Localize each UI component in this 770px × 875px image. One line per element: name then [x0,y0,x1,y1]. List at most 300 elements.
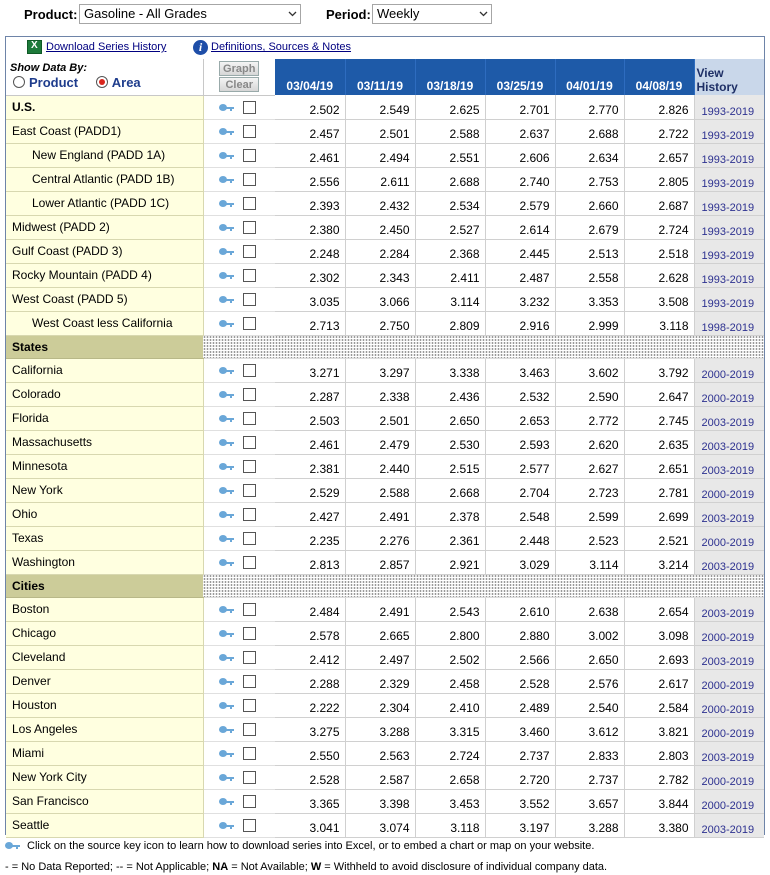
source-key-icon[interactable] [219,366,235,376]
price-cell: 2.484 [275,597,345,621]
price-cell: 2.660 [555,191,624,215]
row-checkbox[interactable] [243,245,256,258]
price-cell: 2.805 [624,167,694,191]
source-key-icon[interactable] [219,725,235,735]
source-key-icon[interactable] [219,534,235,544]
price-cell: 2.540 [555,693,624,717]
area-name: Boston [6,597,203,621]
source-key-icon[interactable] [219,605,235,615]
source-key-icon[interactable] [219,797,235,807]
date-header: 03/11/19 [345,59,415,95]
row-checkbox[interactable] [243,125,256,138]
table-row [6,287,764,311]
row-controls [203,119,275,143]
area-name: New York [6,478,203,502]
history-cell [694,693,764,717]
price-cell: 3.232 [485,287,555,311]
history-link[interactable]: 2003-2019 [701,655,755,668]
row-checkbox[interactable] [243,460,256,473]
table-row [6,167,764,191]
price-cell: 3.114 [555,550,624,574]
table-row [6,191,764,215]
price-cell: 3.098 [624,621,694,645]
download-series-history-link[interactable]: Download Series History [46,41,167,53]
row-controls [203,311,275,335]
price-cell: 2.638 [555,597,624,621]
price-cell: 2.304 [345,693,415,717]
price-cell: 3.460 [485,717,555,741]
area-name: Texas [6,526,203,550]
price-cell: 2.653 [485,406,555,430]
area-name: Seattle [6,813,203,837]
table-row [6,813,764,837]
history-cell [694,263,764,287]
price-cell: 2.620 [555,430,624,454]
history-cell [694,95,764,119]
source-key-icon[interactable] [219,319,235,329]
history-link[interactable]: 2000-2019 [701,727,755,740]
price-cell: 2.368 [415,239,485,263]
source-key-icon[interactable] [219,653,235,663]
legend-dash: - = No Data Reported; -- = Not Applicable; [5,861,210,873]
history-link[interactable]: 2003-2019 [701,464,755,477]
price-cell: 2.521 [624,526,694,550]
section-divider [203,335,764,358]
product-select[interactable] [79,4,301,24]
price-cell: 2.548 [485,502,555,526]
price-cell: 2.461 [275,143,345,167]
price-cell: 3.297 [345,358,415,382]
history-cell [694,765,764,789]
table-row [6,550,764,574]
history-cell [694,621,764,645]
row-checkbox[interactable] [243,221,256,234]
row-checkbox[interactable] [243,101,256,114]
row-checkbox[interactable] [243,149,256,162]
price-cell: 2.921 [415,550,485,574]
price-cell: 2.361 [415,526,485,550]
history-link[interactable]: 2000-2019 [701,631,755,644]
price-cell: 3.353 [555,287,624,311]
area-name: Miami [6,741,203,765]
price-cell: 2.556 [275,167,345,191]
legend-w-key: W [310,861,322,873]
history-cell [694,502,764,526]
clear-button[interactable]: Clear [219,77,259,92]
area-name: Denver [6,669,203,693]
area-name: New England (PADD 1A) [6,143,203,167]
table-row [6,502,764,526]
price-cell: 2.737 [485,741,555,765]
source-key-icon[interactable] [219,701,235,711]
price-cell: 2.487 [485,263,555,287]
price-cell: 2.494 [345,143,415,167]
price-cell: 2.502 [415,645,485,669]
source-key-icon [5,841,21,851]
price-cell: 2.720 [485,765,555,789]
price-cell: 2.528 [275,765,345,789]
source-key-icon[interactable] [219,414,235,424]
history-link[interactable]: 1993-2019 [701,153,755,166]
price-cell: 2.457 [275,119,345,143]
price-cell: 2.458 [415,669,485,693]
product-radio[interactable] [13,76,25,88]
history-cell [694,717,764,741]
price-cell: 2.276 [345,526,415,550]
period-select[interactable] [372,4,492,24]
price-cell: 3.074 [345,813,415,837]
row-checkbox[interactable] [243,675,256,688]
date-header: 03/18/19 [415,59,485,95]
area-name: Florida [6,406,203,430]
row-checkbox[interactable] [243,699,256,712]
history-link[interactable]: 2000-2019 [701,368,755,381]
source-key-icon[interactable] [219,486,235,496]
price-cell: 2.610 [485,597,555,621]
price-cell: 2.803 [624,741,694,765]
history-cell [694,669,764,693]
price-cell: 2.724 [415,741,485,765]
price-cell: 2.587 [345,765,415,789]
row-checkbox[interactable] [243,173,256,186]
row-checkbox[interactable] [243,412,256,425]
history-link[interactable]: 2003-2019 [701,607,755,620]
history-cell [694,454,764,478]
price-cell: 2.750 [345,311,415,335]
row-checkbox[interactable] [243,293,256,306]
source-key-icon[interactable] [219,223,235,233]
date-header: 04/01/19 [555,59,624,95]
price-cell: 2.693 [624,645,694,669]
info-icon[interactable]: i [193,40,208,55]
graph-button[interactable]: Graph [219,61,259,76]
excel-icon[interactable] [27,40,42,54]
source-key-icon[interactable] [219,510,235,520]
price-cell: 3.029 [485,550,555,574]
price-cell: 2.543 [415,597,485,621]
filter-bar [0,4,770,26]
history-link[interactable]: 2003-2019 [701,823,755,836]
price-cell: 2.497 [345,645,415,669]
price-cell: 2.549 [345,95,415,119]
price-cell: 2.668 [415,478,485,502]
history-cell [694,191,764,215]
area-name: Massachusetts [6,430,203,454]
row-checkbox[interactable] [243,651,256,664]
price-cell: 2.566 [485,645,555,669]
price-cell: 2.577 [485,454,555,478]
definitions-link[interactable]: Definitions, Sources & Notes [211,41,352,53]
history-link[interactable]: 1993-2019 [701,105,755,118]
table-row [6,406,764,430]
price-cell: 3.315 [415,717,485,741]
price-cell: 2.606 [485,143,555,167]
history-cell [694,526,764,550]
history-link[interactable]: 2000-2019 [701,703,755,716]
price-cell: 2.650 [415,406,485,430]
source-key-icon[interactable] [219,151,235,161]
history-cell [694,813,764,837]
price-cell: 3.844 [624,789,694,813]
history-link[interactable]: 2003-2019 [701,440,755,453]
source-key-icon[interactable] [219,295,235,305]
price-cell: 2.288 [275,669,345,693]
price-cell: 2.450 [345,215,415,239]
row-checkbox[interactable] [243,771,256,784]
history-link[interactable]: 2003-2019 [701,512,755,525]
row-checkbox[interactable] [243,269,256,282]
history-cell [694,478,764,502]
table-header-row [6,59,764,95]
price-cell: 2.781 [624,478,694,502]
history-link[interactable]: 2000-2019 [701,392,755,405]
price-cell: 2.513 [555,239,624,263]
table-row [6,358,764,382]
footer-source-note [5,840,594,852]
product-radio-label[interactable]: Product [29,75,79,90]
price-cell: 3.288 [345,717,415,741]
row-checkbox[interactable] [243,556,256,569]
history-cell [694,597,764,621]
price-cell: 2.740 [485,167,555,191]
graph-clear-panel [203,59,275,95]
table-row [6,597,764,621]
date-header: 03/04/19 [275,59,345,95]
price-cell: 2.753 [555,167,624,191]
row-controls [203,167,275,191]
history-link[interactable]: 1993-2019 [701,129,755,142]
history-cell [694,239,764,263]
table-row [6,239,764,263]
price-cell: 2.724 [624,215,694,239]
price-cell: 2.527 [415,215,485,239]
row-controls [203,741,275,765]
price-cell: 2.628 [624,263,694,287]
price-cell: 2.650 [555,645,624,669]
table-row [6,215,764,239]
price-cell: 2.503 [275,406,345,430]
row-checkbox[interactable] [243,627,256,640]
source-key-icon[interactable] [219,247,235,257]
date-header: 03/25/19 [485,59,555,95]
table-row [6,645,764,669]
row-controls [203,95,275,119]
source-key-icon[interactable] [219,773,235,783]
row-checkbox[interactable] [243,484,256,497]
source-key-icon[interactable] [219,271,235,281]
chevron-down-icon [288,9,297,18]
row-checkbox[interactable] [243,819,256,832]
row-controls [203,765,275,789]
source-key-icon[interactable] [219,821,235,831]
source-key-icon[interactable] [219,462,235,472]
price-cell: 2.584 [624,693,694,717]
history-link[interactable]: 2003-2019 [701,751,755,764]
source-key-icon[interactable] [219,677,235,687]
source-key-note: Click on the source key icon to learn how to download series into Excel, or to embed a chart or map on your website. [27,840,595,852]
legend-w: = Withheld to avoid disclosure of individual company data. [321,861,608,873]
row-controls [203,550,275,574]
row-controls [203,358,275,382]
table-row [6,621,764,645]
table-row [6,382,764,406]
price-cell: 2.427 [275,502,345,526]
price-cell: 2.381 [275,454,345,478]
row-checkbox[interactable] [243,508,256,521]
price-cell: 2.235 [275,526,345,550]
price-cell: 3.398 [345,789,415,813]
date-header: 04/08/19 [624,59,694,95]
history-link[interactable]: 2000-2019 [701,536,755,549]
price-cell: 2.658 [415,765,485,789]
price-cell: 2.412 [275,645,345,669]
row-controls [203,430,275,454]
price-cell: 3.338 [415,358,485,382]
history-link[interactable]: 2000-2019 [701,488,755,501]
price-cell: 2.813 [275,550,345,574]
area-name: Lower Atlantic (PADD 1C) [6,191,203,215]
price-cell: 3.214 [624,550,694,574]
row-checkbox[interactable] [243,603,256,616]
area-name: West Coast less California [6,311,203,335]
chevron-down-icon [479,9,488,18]
source-key-icon[interactable] [219,199,235,209]
area-name: Ohio [6,502,203,526]
history-link[interactable]: 2000-2019 [701,679,755,692]
view-history-label-2: History [696,80,738,94]
price-cell: 2.410 [415,693,485,717]
table-row [6,263,764,287]
price-cell: 2.558 [555,263,624,287]
price-cell: 2.635 [624,430,694,454]
row-checkbox[interactable] [243,436,256,449]
row-controls [203,669,275,693]
price-cell: 2.491 [345,597,415,621]
history-link[interactable]: 1993-2019 [701,249,755,262]
history-link[interactable]: 2000-2019 [701,799,755,812]
source-key-icon[interactable] [219,390,235,400]
history-link[interactable]: 2003-2019 [701,416,755,429]
row-controls [203,382,275,406]
history-link[interactable]: 1998-2019 [701,321,755,334]
source-key-icon[interactable] [219,103,235,113]
history-cell [694,406,764,430]
row-controls [203,287,275,311]
source-key-icon[interactable] [219,438,235,448]
price-cell: 2.530 [415,430,485,454]
area-name: Washington [6,550,203,574]
price-cell: 2.579 [485,191,555,215]
row-checkbox[interactable] [243,532,256,545]
section-title: Cities [6,574,203,597]
history-link[interactable]: 2000-2019 [701,775,755,788]
product-label: Product: [24,7,78,22]
price-cell: 3.612 [555,717,624,741]
history-cell [694,741,764,765]
source-key-icon[interactable] [219,629,235,639]
area-name: Rocky Mountain (PADD 4) [6,263,203,287]
area-radio[interactable] [96,76,108,88]
section-row [6,335,764,358]
price-cell: 2.833 [555,741,624,765]
price-cell: 2.380 [275,215,345,239]
area-name: Chicago [6,621,203,645]
row-controls [203,502,275,526]
source-key-icon[interactable] [219,127,235,137]
price-cell: 2.627 [555,454,624,478]
data-table [6,59,764,838]
price-cell: 2.515 [415,454,485,478]
table-toolbar [6,37,764,59]
price-cell: 2.501 [345,406,415,430]
legend-na-key: NA [212,861,229,873]
price-cell: 2.826 [624,95,694,119]
history-link[interactable]: 1993-2019 [701,177,755,190]
area-name: West Coast (PADD 5) [6,287,203,311]
price-cell: 2.857 [345,550,415,574]
history-cell [694,789,764,813]
price-cell: 2.338 [345,382,415,406]
row-controls [203,215,275,239]
price-cell: 2.737 [555,765,624,789]
price-cell: 2.657 [624,143,694,167]
history-link[interactable]: 1993-2019 [701,273,755,286]
area-name: Gulf Coast (PADD 3) [6,239,203,263]
history-cell [694,167,764,191]
history-cell [694,550,764,574]
table-row [6,119,764,143]
area-radio-label[interactable]: Area [111,75,141,90]
row-checkbox[interactable] [243,364,256,377]
row-checkbox[interactable] [243,317,256,330]
table-row [6,95,764,119]
row-controls [203,526,275,550]
price-cell: 2.461 [275,430,345,454]
price-cell: 2.665 [345,621,415,645]
source-key-icon[interactable] [219,175,235,185]
history-link[interactable]: 1993-2019 [701,225,755,238]
price-cell: 2.432 [345,191,415,215]
history-link[interactable]: 1993-2019 [701,201,755,214]
row-checkbox[interactable] [243,197,256,210]
row-checkbox[interactable] [243,747,256,760]
row-checkbox[interactable] [243,795,256,808]
table-row [6,693,764,717]
price-cell: 2.723 [555,478,624,502]
price-cell: 2.445 [485,239,555,263]
price-cell: 3.118 [415,813,485,837]
table-row [6,430,764,454]
area-name: Minnesota [6,454,203,478]
table-row [6,454,764,478]
source-key-icon[interactable] [219,749,235,759]
area-name: San Francisco [6,789,203,813]
price-cell: 3.271 [275,358,345,382]
price-cell: 2.687 [624,191,694,215]
row-checkbox[interactable] [243,723,256,736]
history-link[interactable]: 2003-2019 [701,560,755,573]
source-key-icon[interactable] [219,558,235,568]
row-checkbox[interactable] [243,388,256,401]
price-cell: 2.688 [555,119,624,143]
history-cell [694,645,764,669]
price-cell: 3.114 [415,287,485,311]
price-cell: 3.002 [555,621,624,645]
history-link[interactable]: 1993-2019 [701,297,755,310]
price-cell: 2.880 [485,621,555,645]
price-cell: 2.772 [555,406,624,430]
row-controls [203,597,275,621]
